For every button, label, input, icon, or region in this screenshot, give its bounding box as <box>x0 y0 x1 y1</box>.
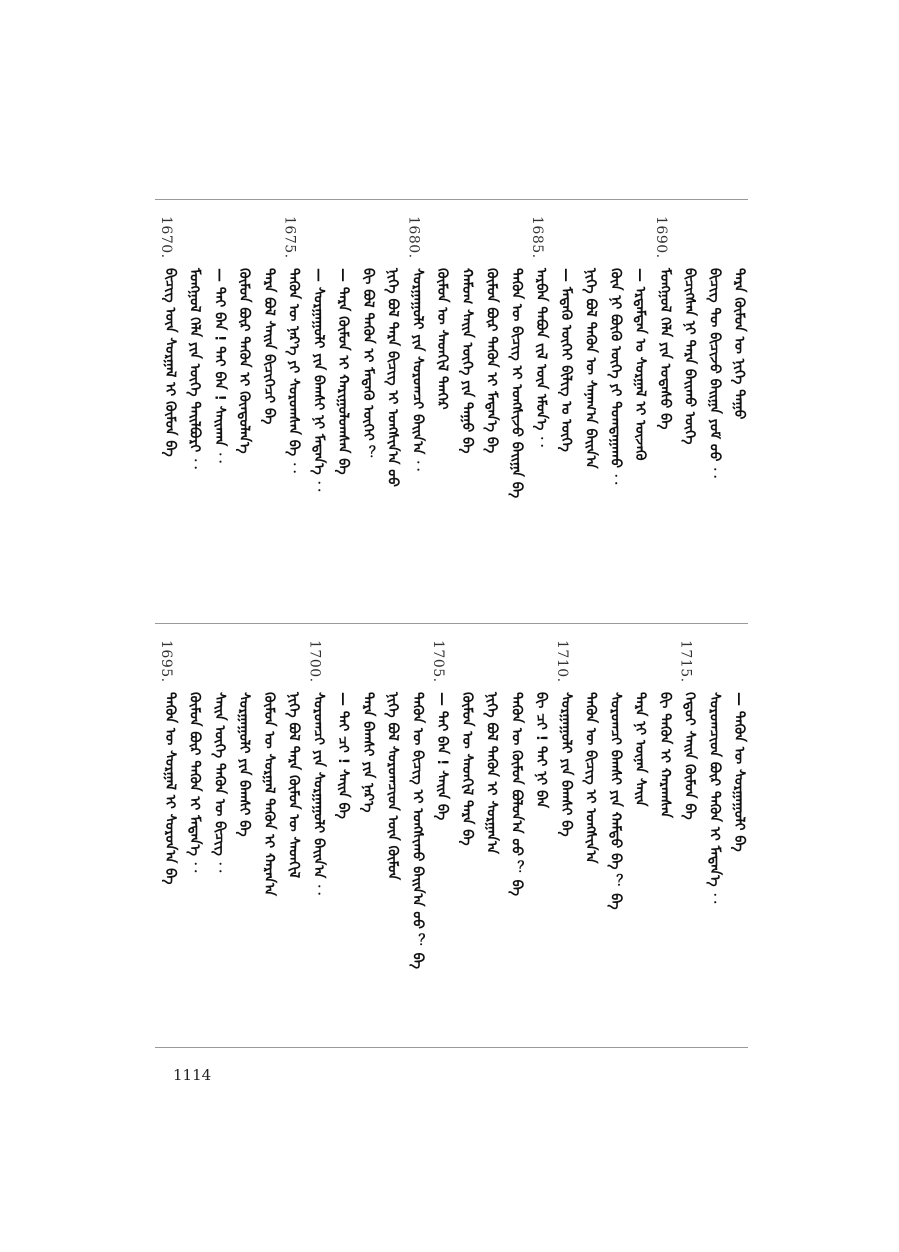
verse-line: ᠪᠢᠴᠢᠭ ᠦᠨ ᠰᠤᠷᠭᠠᠯ ᠢ ᠬᠦᠮᠦᠨ ᠪᠠ <box>162 268 178 457</box>
verse-line: — ᠲᠡᠢ ᠴᠢ ! ᠰᠠᠢᠨ ᠪᠠ <box>335 692 352 819</box>
verse-line: ᠬᠡᠳᠦᠢ ᠰᠠᠢᠨ ᠬᠦᠮᠦᠨ ᠪᠠ <box>681 692 698 820</box>
verse-column <box>254 216 278 598</box>
line-number: 1705. <box>430 640 447 683</box>
line-number: 1690. <box>652 216 669 259</box>
verse-line: ᠮᠣᠩᠭᠣᠯ ᠬᠡᠯᠡ ᠶᠢᠨ ᠦᠭᠡ ᠲᠠᠢᠯᠪᠤᠷᠢ ︰ <box>186 268 203 472</box>
bottom-rule <box>155 1047 748 1048</box>
verse-column <box>353 216 377 598</box>
verse-line: ᠲᠡᠷᠡ ᠪᠠᠭᠰᠢ ᠶᠢᠨ ᠨᠡᠷ᠎ᠡ <box>359 692 376 813</box>
verse-column <box>477 640 501 1020</box>
verse-column <box>328 640 352 1020</box>
verse-column <box>526 640 550 1020</box>
verse-line: ᠲᠡᠭᠦᠨ ᠦ ᠬᠦᠮᠦᠨ ᠪᠣᠯᠤᠨ᠎ᠠ ᠤᠤ ︖ ᠪᠠ <box>508 692 525 897</box>
verse-line: — ᠲᠡᠢ ᠪᠡᠨ ! ᠲᠡᠢ ᠪᠡᠨ ! ᠰᠠᠢᠬᠠᠨ ︰ <box>211 268 228 466</box>
verse-column <box>650 640 674 1020</box>
verse-column <box>699 640 723 1020</box>
verse-line: ᠰᠤᠷᠭᠠᠭᠤᠯᠢ ᠶᠢᠨ ᠪᠠᠭᠰᠢ ᠪᠠ <box>236 692 253 837</box>
verse-column <box>699 216 723 598</box>
verse-column <box>378 216 402 598</box>
line-number: 1675. <box>281 216 298 259</box>
verse-line: ᠰᠤᠷᠤᠭᠴᠢ ᠪᠠᠭᠰᠢ ᠶᠢᠨ ᠬᠠᠮᠲᠤ ᠪᠠ ︖ ᠪᠠ <box>607 692 624 910</box>
verse-line: — ᠰᠤᠷᠭᠠᠭᠤᠯᠢ ᠶᠢᠨ ᠪᠠᠭᠰᠢ ᠨᠢ ᠮᠡᠳᠡᠨ᠎ᠡ ︰ <box>310 268 327 494</box>
verse-column <box>328 216 352 598</box>
verse-column <box>204 640 228 1020</box>
verse-column <box>254 640 278 1020</box>
page-number: 1114 <box>173 1066 212 1084</box>
verse-column <box>526 216 550 598</box>
verse-line: ᠲᠡᠭᠦᠨ ᠦ ᠨᠡᠷ᠎ᠡ ᠶᠢ ᠰᠤᠷᠤᠭᠰᠠᠨ ᠪᠠ ︰ <box>285 268 302 475</box>
verse-line: ᠪᠢ ᠲᠡᠭᠦᠨ ᠢ ᠬᠠᠷᠠᠭᠰᠠᠨ <box>656 692 673 819</box>
verse-line: ᠬᠦᠮᠦᠨ ᠪᠦᠷ ᠲᠡᠭᠦᠨ ᠢ ᠬᠦᠨᠳᠦᠯᠡᠨ᠎ᠡ <box>236 268 253 454</box>
verse-line: ᠬᠦᠮᠦᠨ ᠪᠦᠷ ᠲᠡᠭᠦᠨ ᠢ ᠮᠡᠳᠡᠨ᠎ᠡ ︰ <box>186 692 203 875</box>
verse-column <box>402 640 426 1020</box>
verse-line: ᠨᠢᠭᠡ ᠪᠣᠯ ᠲᠡᠷᠡ ᠪᠢᠴᠢᠭ ᠢ ᠤᠩᠰᠢᠨ᠎ᠠ ᠤᠤ <box>384 268 401 487</box>
verse-column <box>303 216 327 598</box>
verse-column <box>303 640 327 1020</box>
verse-line: ᠰᠤᠷᠤᠭᠴᠢ ᠶᠢᠨ ᠰᠤᠷᠭᠠᠭᠤᠯᠢ ᠪᠠᠢᠨ᠎ᠠ ︰ <box>310 692 327 898</box>
verse-line: ᠰᠤᠷᠭᠠᠭᠤᠯᠢ ᠶᠢᠨ ᠪᠠᠭᠰᠢ ᠪᠠ <box>557 692 574 837</box>
verse-line: — ᠲᠡᠢ ᠪᠡᠨ ! ᠰᠠᠢᠨ ᠪᠠ <box>434 692 451 821</box>
middle-rule <box>155 623 748 624</box>
verse-column <box>180 640 204 1020</box>
verse-line: ᠰᠤᠷᠤᠭᠴᠢᠳ ᠪᠦᠷ ᠲᠡᠭᠦᠨ ᠢ ᠮᠡᠳᠡᠨ᠎ᠡ ︰ <box>706 692 723 906</box>
verse-line: ᠮᠣᠩᠭᠣᠯ ᠬᠡᠯᠡ ᠶᠢᠨ ᠤᠲᠠᠰᠤ ᠪᠠ <box>656 268 673 430</box>
verse-line: ᠰᠤᠷᠭᠠᠭᠤᠯᠢ ᠶᠢᠨ ᠰᠤᠷᠤᠭᠴᠢ ᠪᠠᠢᠨ᠎ᠠ ︰ <box>409 268 426 474</box>
verse-column <box>625 640 649 1020</box>
verse-line: ᠨᠢᠭᠡ ᠪᠣᠯ ᠲᠡᠷᠡ ᠬᠦᠮᠦᠨ ᠦ ᠰᠡᠳᠬᠢᠯ <box>285 692 302 879</box>
verse-column <box>501 640 525 1020</box>
verse-line: ᠬᠦᠮᠦᠨ ᠦ ᠰᠤᠷᠭᠠᠯ ᠲᠡᠭᠦᠨ ᠢ ᠬᠠᠷᠠᠨ᠎ᠠ <box>260 692 277 897</box>
verse-column <box>551 640 575 1020</box>
verse-line: ᠲᠡᠭᠦᠨ ᠦ ᠰᠤᠷᠭᠠᠯ ᠢ ᠰᠤᠷᠤᠨ᠎ᠠ ᠪᠠ <box>162 692 178 885</box>
line-number: 1715. <box>677 640 694 683</box>
verse-column <box>155 640 179 1020</box>
verse-column <box>279 640 303 1020</box>
verse-line: — ᠲᠡᠭᠦᠨ ᠦ ᠰᠤᠷᠭᠠᠭᠤᠯᠢ ᠪᠠ <box>731 692 747 852</box>
verse-column <box>353 640 377 1020</box>
verse-line: ᠬᠦᠮᠦᠨ ᠪᠦᠷ ᠲᠡᠭᠦᠨ ᠢ ᠮᠡᠳᠡᠨ᠎ᠡ ᠪᠠ <box>483 268 500 454</box>
verse-column <box>452 640 476 1020</box>
verse-line: ᠨᠢᠭᠡ ᠪᠣᠯ ᠰᠤᠷᠤᠭᠴᠢᠳ ᠦᠨ ᠬᠦᠮᠦᠨ <box>384 692 401 881</box>
top-text-block <box>155 216 748 598</box>
verse-line: ᠲᠡᠷᠡ ᠪᠣᠯ ᠰᠠᠢᠨ ᠪᠢᠴᠢᠭᠡᠴᠢ ᠪᠠ <box>260 268 277 425</box>
verse-line: ᠠᠷᠪᠠᠨ ᠲᠠᠪᠤᠨ ᠵᠢᠯ ᠦᠨ ᠡᠮᠦᠨ᠎ᠡ ︰ <box>533 268 550 450</box>
verse-line: ᠲᠡᠷᠡ ᠨᠢ ᠦᠨᠡᠨ ᠰᠠᠢᠨ <box>632 692 649 807</box>
verse-column <box>180 216 204 598</box>
verse-column <box>600 216 624 598</box>
verse-column <box>625 216 649 598</box>
verse-column <box>229 216 253 598</box>
verse-column <box>402 216 426 598</box>
line-number: 1710. <box>553 640 570 683</box>
verse-line: ᠲᠡᠭᠦᠨ ᠦ ᠪᠢᠴᠢᠭ ᠢ ᠤᠩᠰᠢᠨ᠎ᠠ <box>582 692 599 864</box>
verse-line: ᠪᠢᠴᠢᠭᠰᠡᠨ ᠨᠢ ᠲᠡᠷᠡ ᠪᠠᠢᠬᠤ ᠦᠭᠡ <box>681 268 698 445</box>
verse-column <box>600 640 624 1020</box>
verse-column <box>204 216 228 598</box>
verse-column <box>650 216 674 598</box>
verse-column <box>279 216 303 598</box>
verse-line: ᠰᠠᠢᠨ ᠦᠭᠡ ᠲᠡᠭᠦᠨ ᠦ ᠪᠢᠴᠢᠭ ︰ <box>211 692 228 875</box>
verse-line: ᠪᠢ ᠪᠣᠯ ᠲᠡᠭᠦᠨ ᠢ ᠮᠡᠳᠡᠬᠦ ᠦᠭᠡᠢ ︖ <box>359 268 376 460</box>
verse-column <box>576 640 600 1020</box>
verse-line: — ᠲᠡᠷᠡ ᠬᠦᠮᠦᠨ ᠢ ᠬᠠᠷᠢᠭᠤᠯᠤᠭᠰᠠᠨ ᠪᠠ <box>335 268 352 475</box>
verse-column <box>477 216 501 598</box>
verse-line: ᠬᠠᠮᠤᠭ ᠰᠠᠢᠨ ᠦᠭᠡ ᠶᠢᠨ ᠳᠠᠭᠤ ᠪᠠ <box>458 268 475 454</box>
line-number: 1695. <box>158 640 174 683</box>
verse-line: ᠨᠢᠭᠡ ᠪᠣᠯ ᠲᠡᠭᠦᠨ ᠦ ᠰᠠᠨᠠᠭ᠎ᠠ ᠪᠠᠢᠨ᠎ᠠ <box>582 268 599 469</box>
verse-column <box>501 216 525 598</box>
verse-column <box>155 216 179 598</box>
verse-column <box>724 216 748 598</box>
verse-line: ᠬᠦᠮᠦᠨ ᠦ ᠰᠡᠳᠬᠢᠯ ᠲᠡᠷᠡ ᠪᠠ <box>458 692 475 846</box>
verse-line: ᠲᠡᠷᠡ ᠬᠦᠮᠦᠨ ᠦ ᠨᠢᠭᠡ ᠳᠠᠭᠤ <box>731 268 747 420</box>
line-number: 1700. <box>306 640 323 683</box>
verse-line: ᠬᠦᠨ ᠨᠢ ᠪᠦᠬᠦ ᠦᠭᠡ ᠶᠢ ᠲᠣᠭᠲᠠᠭᠠᠬᠤ ︰ <box>607 268 624 487</box>
line-number: 1670. <box>158 216 174 259</box>
verse-column <box>675 640 699 1020</box>
verse-line: ᠨᠢᠭᠡ ᠪᠣᠯ ᠲᠡᠭᠦᠨ ᠢ ᠰᠤᠷᠭᠠᠨ᠎ᠠ <box>483 692 500 854</box>
verse-line: — ᠡᠷᠳᠡᠮᠲᠡᠨ ᠤ ᠰᠤᠷᠭᠠᠯ ᠢ ᠦᠵᠡᠬᠦ <box>632 268 649 461</box>
verse-column <box>229 640 253 1020</box>
verse-column <box>427 640 451 1020</box>
bottom-text-block <box>155 640 748 1020</box>
verse-line: — ᠮᠡᠳᠡᠬᠦ ᠦᠭᠡᠢ ᠪᠢᠯᠢᠭ ᠤ ᠦᠭᠡ <box>557 268 574 452</box>
verse-column <box>724 640 748 1020</box>
verse-column <box>551 216 575 598</box>
top-rule <box>155 199 748 200</box>
verse-line: ᠪᠢ ᠴᠢ ! ᠲᠡᠢ ᠨᠢ ᠪᠡᠨ <box>533 692 550 809</box>
verse-column <box>378 640 402 1020</box>
verse-line: ᠪᠢᠴᠢᠭ ᠲᠦ ᠪᠢᠴᠢᠵᠦ ᠪᠠᠢᠭᠠ ᠶᠤᠮ ᠦᠦ ︰ <box>706 268 723 481</box>
line-number: 1685. <box>529 216 546 259</box>
verse-column <box>427 216 451 598</box>
verse-column <box>452 216 476 598</box>
verse-line: ᠲᠡᠭᠦᠨ ᠦ ᠪᠢᠴᠢᠭ ᠢ ᠤᠩᠰᠢᠵᠤ ᠪᠠᠢᠭᠠ ᠪᠠ <box>508 268 525 499</box>
verse-line: ᠬᠦᠮᠦᠨ ᠦ ᠰᠡᠳᠬᠢᠯ ᠲᠡᠨᠭᠡᠷ <box>434 268 451 410</box>
verse-column <box>675 216 699 598</box>
line-number: 1680. <box>405 216 422 259</box>
verse-line: ᠲᠡᠭᠦᠨ ᠦ ᠪᠢᠴᠢᠭ ᠢ ᠤᠩᠰᠢᠬᠤ ᠪᠠᠢᠨ᠎ᠠ ᠤᠤ ︖ ᠪᠠ <box>409 692 426 970</box>
verse-column <box>576 216 600 598</box>
